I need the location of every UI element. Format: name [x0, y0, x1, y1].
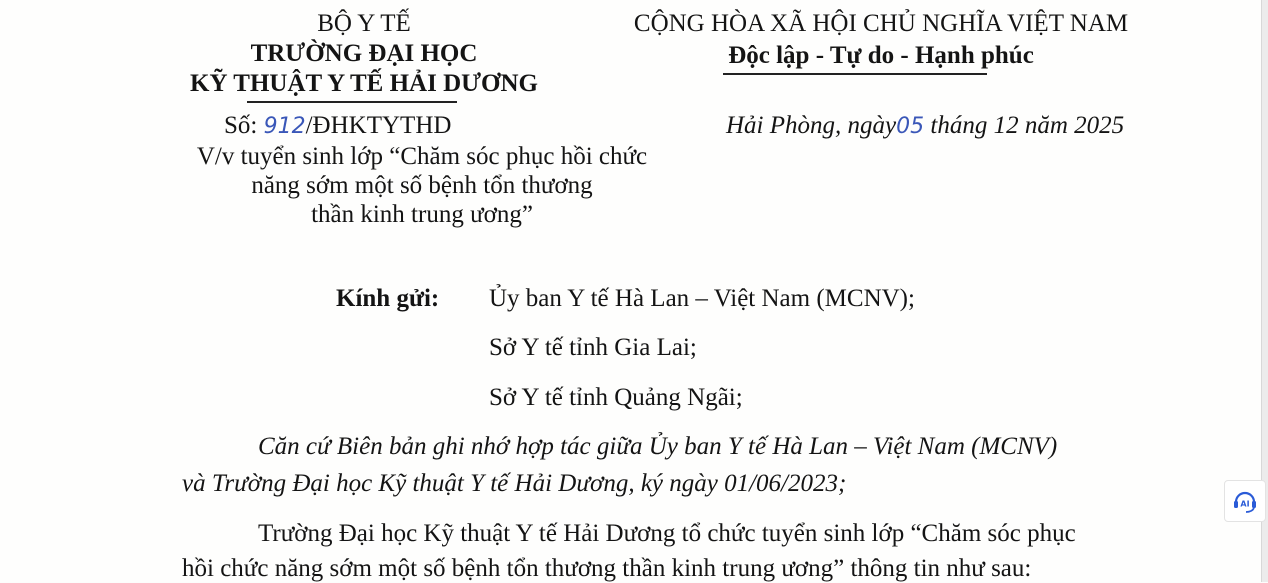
motto-underline — [723, 73, 987, 75]
date-suffix: tháng 12 năm 2025 — [930, 112, 1125, 139]
place-date — [726, 112, 1124, 140]
left-header-rule — [247, 101, 457, 103]
school-name-line1: TRƯỜNG ĐẠI HỌC — [250, 40, 478, 67]
school-name-line2: KỸ THUẬT Y TẾ HẢI DƯƠNG — [190, 70, 538, 97]
subject-line-2: năng sớm một số bệnh tổn thương — [251, 172, 593, 199]
recipient-item: Sở Y tế tỉnh Quảng Ngãi; — [489, 384, 743, 411]
document-number-suffix: /ĐHKTYTHD — [305, 112, 452, 139]
ai-assistant-button[interactable] — [1224, 480, 1266, 522]
paragraph-line-2 — [182, 555, 1031, 583]
basis-line-1: Căn cứ Biên bản ghi nhớ hợp tác giữa Ủy ban Y tế Hà Lan – Việt Nam (MCNV) — [258, 433, 1058, 460]
paragraph-line-2-main: hồi chức năng sớm một số bệnh tổn thương thần kinh trung ương — [182, 555, 834, 582]
document-number-prefix: Số: — [224, 112, 258, 139]
national-motto: Độc lập - Tự do - Hạnh phúc — [728, 42, 1034, 69]
subject-line-3: thần kinh trung ương” — [311, 201, 533, 228]
paragraph-line-2-end: ” thông tin như sau: — [833, 555, 1032, 582]
document-number — [224, 112, 451, 140]
ai-assistant-icon — [1231, 487, 1259, 515]
recipient-item: Sở Y tế tỉnh Gia Lai; — [489, 334, 697, 361]
document-number-handwritten: 912 — [263, 114, 306, 139]
recipients-label: Kính gửi: — [336, 285, 440, 312]
ai-label: AI — [1240, 499, 1250, 509]
basis-line-2: và Trường Đại học Kỹ thuật Y tế Hải Dương, ký ngày 01/06/2023; — [182, 470, 847, 497]
paragraph-line-1: Trường Đại học Kỹ thuật Y tế Hải Dương tổ chức tuyển sinh lớp “Chăm sóc phục — [258, 520, 1076, 547]
date-day-handwritten: 05 — [896, 114, 925, 139]
ministry-name: BỘ Y TẾ — [317, 10, 411, 37]
national-title: CỘNG HÒA XÃ HỘI CHỦ NGHĨA VIỆT NAM — [633, 10, 1129, 37]
date-prefix: Hải Phòng, ngày — [726, 112, 897, 139]
recipient-item: Ủy ban Y tế Hà Lan – Việt Nam (MCNV); — [489, 285, 915, 312]
subject-line-1: V/v tuyển sinh lớp “Chăm sóc phục hồi chức — [196, 143, 648, 170]
